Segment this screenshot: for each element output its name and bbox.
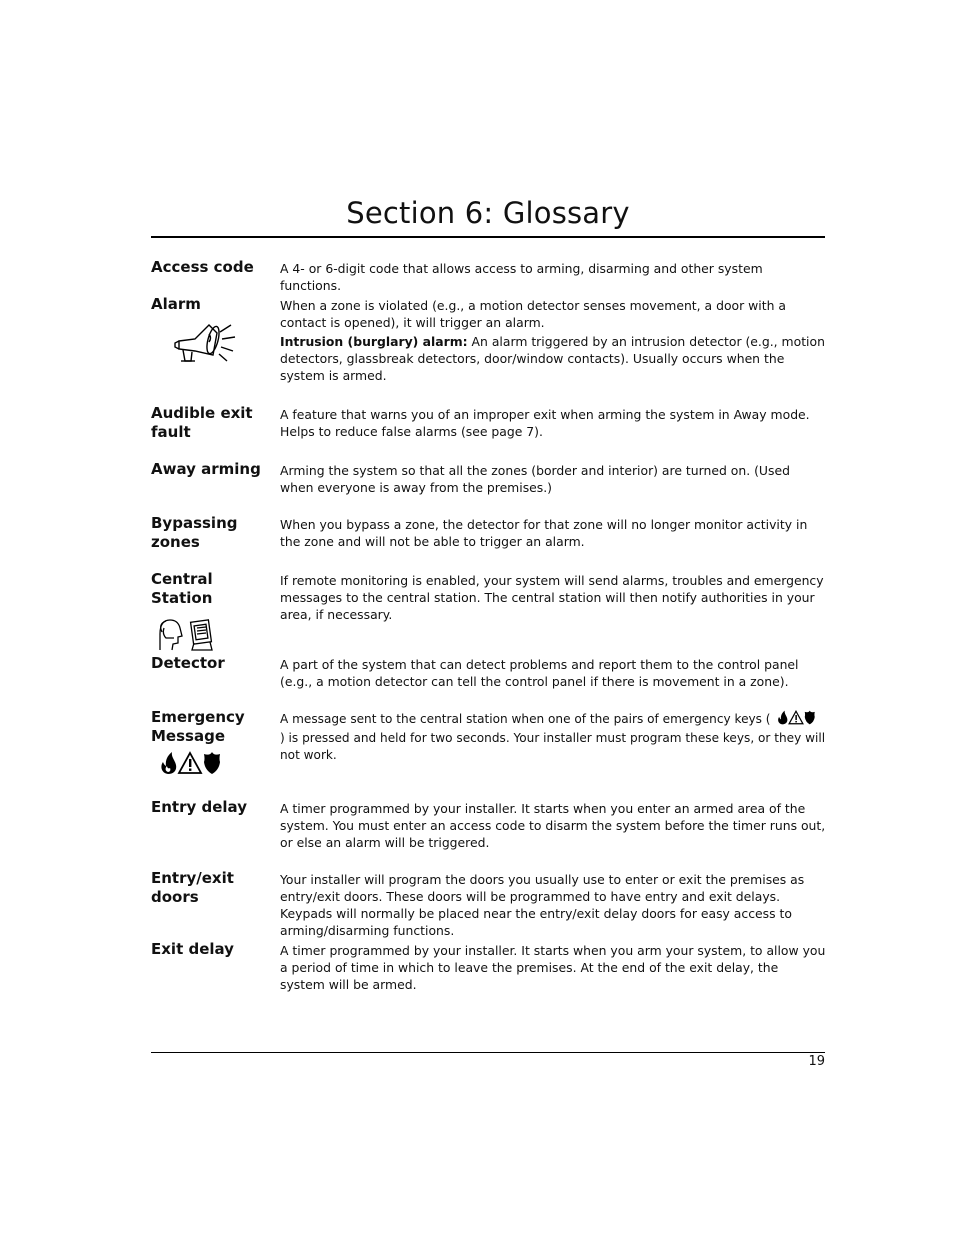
fire-icon	[161, 752, 176, 774]
term-away-arming: Away arming	[151, 460, 261, 478]
siren-icon	[173, 319, 243, 369]
title-divider	[151, 236, 825, 238]
footer-divider	[151, 1052, 825, 1053]
term-exit-delay: Exit delay	[151, 940, 234, 958]
definition-away-arming: Arming the system so that all the zones (border and interior) are turned on. (Used when everyone is away from the premises.)	[280, 463, 790, 495]
definition-bypassing-zones: When you bypass a zone, the detector for that zone will no longer monitor activity in the zone and will not be able to trigger an alarm.	[280, 517, 808, 549]
page-title: Section 6: Glossary	[346, 196, 630, 230]
term-entry-exit-doors: Entry/exit doors	[151, 869, 234, 906]
intrusion-alarm-label: Intrusion (burglary) alarm:	[280, 334, 468, 349]
definition-entry-delay: A timer programmed by your installer. It starts when you enter an armed area of the system. You must enter an access code to disarm the system before the timer runs out, or else an alarm will be triggered.	[280, 801, 826, 850]
term-entry-delay: Entry delay	[151, 798, 247, 816]
definition-entry-exit-doors: Your installer will program the doors you usually use to enter or exit the premises as entry/exit doors. These doors will be programmed to have entry and exit delays. Keypads will normally be placed near the entry/exit delay doors for easy access to arming/disarming functions.	[280, 872, 805, 938]
definition-audible-exit-fault: A feature that warns you of an improper exit when arming the system in Away mode. Helps to reduce false alarms (see page 7).	[280, 407, 810, 439]
police-badge-icon	[204, 752, 220, 774]
term-access-code: Access code	[151, 258, 254, 276]
term-alarm: Alarm	[151, 295, 201, 313]
page-number: 19	[808, 1054, 825, 1069]
definition-alarm: When a zone is violated (e.g., a motion detector senses movement, a door with a contact is opened), it will trigger an alarm. Intrusion (burglary) alarm: An alarm triggered by an intrusion detector (e.g., motion detectors, glassbreak detectors, door/window contacts). Usually occurs when the system is armed.	[280, 298, 825, 383]
term-central-station: Central Station	[151, 570, 213, 607]
emergency-keys-inline-icon	[774, 710, 818, 730]
definition-emergency-message: A message sent to the central station when one of the pairs of emergency keys ( ) is pressed and held for two seconds. Your installer must program these keys, or they will not work.	[280, 712, 826, 762]
term-bypassing-zones: Bypassing zones	[151, 514, 238, 551]
definition-detector: A part of the system that can detect problems and report them to the control panel (e.g., a motion detector can tell the control panel if there is movement in a zone).	[280, 657, 799, 689]
intrusion-alarm-text: An alarm triggered by an intrusion detector (e.g., motion detectors, glassbreak detectors, door/window contacts). Usually occurs when the system is armed.	[280, 334, 825, 383]
definition-exit-delay: A timer programmed by your installer. It starts when you arm your system, to allow you a period of time in which to leave the premises. At the end of the exit delay, the system will be armed.	[280, 943, 826, 992]
term-detector: Detector	[151, 654, 225, 672]
emergency-keys-icon-group	[159, 751, 221, 775]
definition-central-station: If remote monitoring is enabled, your system will send alarms, troubles and emergency messages to the central station. The central station will then notify authorities in your area, if necessary.	[280, 573, 824, 622]
term-emergency-message: Emergency Message	[151, 708, 245, 745]
central-station-operator-icon	[154, 616, 218, 652]
definition-access-code: A 4- or 6-digit code that allows access to arming, disarming and other system functions.	[280, 261, 763, 293]
warning-triangle-icon	[179, 753, 201, 773]
term-audible-exit-fault: Audible exit fault	[151, 404, 253, 441]
